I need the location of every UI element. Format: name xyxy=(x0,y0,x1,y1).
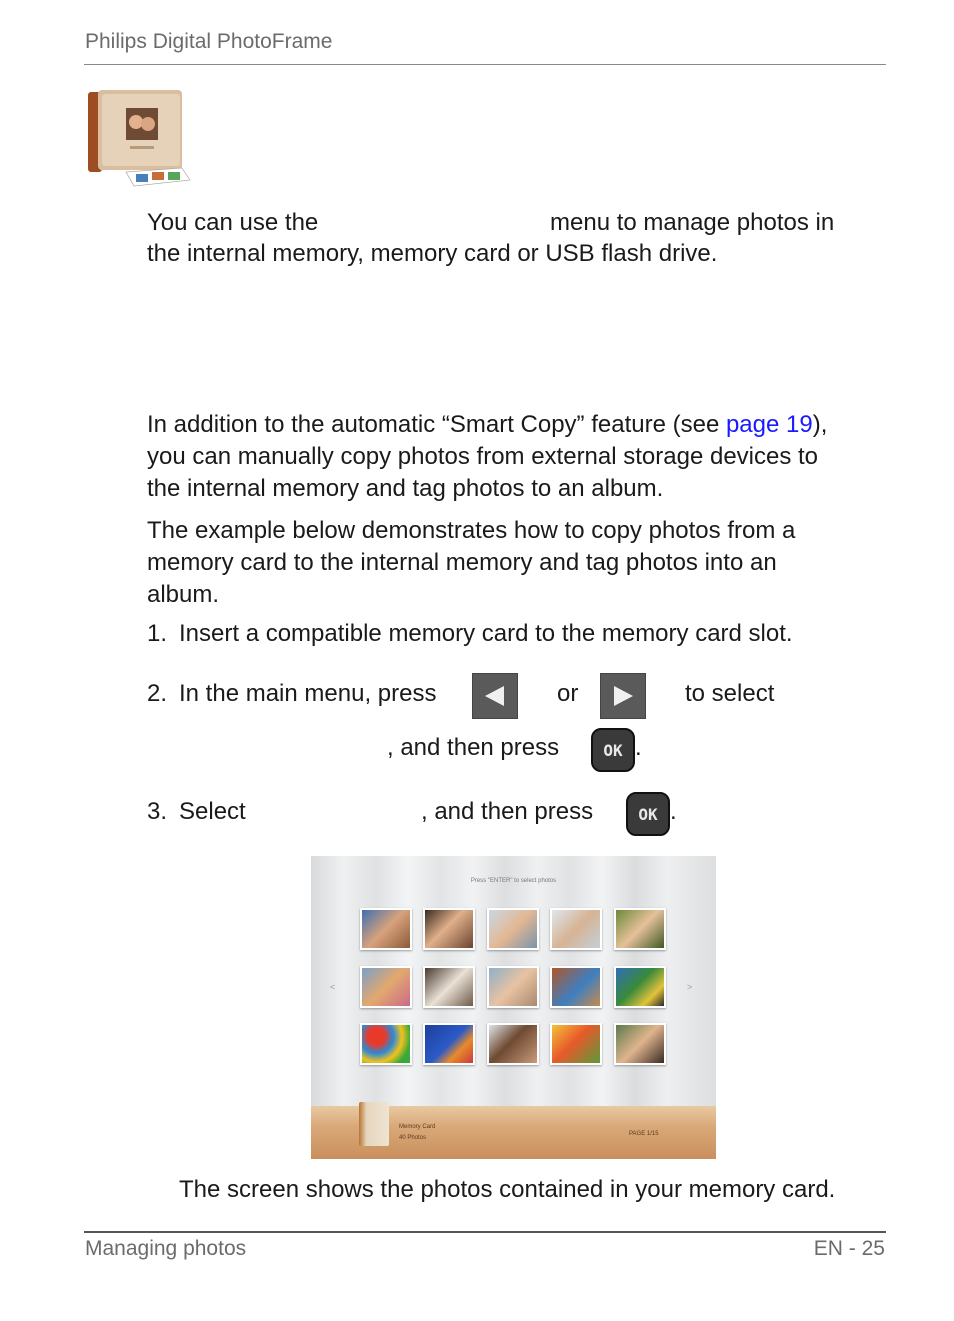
screenshot-caption: The screen shows the photos contained in your memory card. xyxy=(179,1176,836,1203)
photo-thumbnail xyxy=(360,908,412,950)
source-label: Memory Card xyxy=(399,1124,436,1130)
step-1-text: Insert a compatible memory card to the memory card slot. xyxy=(179,620,793,647)
step-3-number: 3. xyxy=(147,798,168,825)
photo-thumbnail xyxy=(423,908,475,950)
photo-thumbnail xyxy=(360,966,412,1008)
ok-key-icon: OK xyxy=(591,728,635,772)
photo-grid-screenshot xyxy=(311,856,716,1159)
page-19-link[interactable]: page 19 xyxy=(725,411,813,438)
next-page-icon: > xyxy=(687,982,693,992)
memory-card-album-icon xyxy=(359,1102,389,1146)
photo-thumbnail xyxy=(423,966,475,1008)
step-2-or: or xyxy=(557,680,579,707)
paragraph-smart-copy xyxy=(147,409,887,441)
photo-thumbnail xyxy=(550,908,602,950)
paragraph-line: the internal memory and tag photos to an album. xyxy=(147,475,664,502)
step-3-then: , and then press xyxy=(421,798,594,825)
step-2-number: 2. xyxy=(147,680,168,707)
page-indicator: PAGE 1/15 xyxy=(629,1131,659,1137)
ok-key-icon: OK xyxy=(626,792,670,836)
paragraph-smart-copy-close: ), xyxy=(812,411,828,438)
step-1-number: 1. xyxy=(147,620,168,647)
page-number: EN - 25 xyxy=(813,1237,885,1260)
photo-thumbnail xyxy=(487,966,539,1008)
album-book-icon xyxy=(86,88,192,188)
left-arrow-key-icon xyxy=(472,673,518,719)
intro-line-2: the internal memory, memory card or USB flash drive. xyxy=(147,240,718,267)
photo-thumbnail xyxy=(423,1023,475,1065)
paragraph-line: memory card to the internal memory and tag photos into an xyxy=(147,549,777,576)
step-2-period: . xyxy=(635,734,642,761)
step-3-period: . xyxy=(670,798,677,825)
photo-thumbnail xyxy=(614,908,666,950)
step-2-then: , and then press xyxy=(387,734,560,761)
running-header: Philips Digital PhotoFrame xyxy=(85,30,333,53)
right-arrow-key-icon xyxy=(600,673,646,719)
photo-thumbnail xyxy=(360,1023,412,1065)
paragraph-smart-copy-text: In addition to the automatic “Smart Copy” feature (see xyxy=(147,411,726,438)
prev-page-icon: < xyxy=(330,982,336,992)
step-2-text: In the main menu, press xyxy=(179,680,437,707)
intro-line-1a: You can use the xyxy=(147,209,319,236)
footer-divider xyxy=(84,1231,886,1233)
screen-hint: Press "ENTER" to select photos xyxy=(470,878,557,884)
step-2-to-select: to select xyxy=(685,680,775,707)
footer-section: Managing photos xyxy=(85,1237,247,1260)
step-3-text: Select xyxy=(179,798,246,825)
photo-thumbnail xyxy=(487,908,539,950)
photo-thumbnail xyxy=(550,966,602,1008)
photo-count: 40 Photos xyxy=(399,1135,427,1141)
header-divider xyxy=(84,64,886,65)
photo-thumbnail xyxy=(614,1023,666,1065)
paragraph-line: you can manually copy photos from external storage devices to xyxy=(147,443,819,470)
photo-thumbnail xyxy=(614,966,666,1008)
paragraph-line: album. xyxy=(147,581,220,608)
photo-thumbnail xyxy=(487,1023,539,1065)
intro-line-1b: menu to manage photos in xyxy=(550,209,835,236)
photo-thumbnail xyxy=(550,1023,602,1065)
paragraph-line: The example below demonstrates how to copy photos from a xyxy=(147,517,796,544)
